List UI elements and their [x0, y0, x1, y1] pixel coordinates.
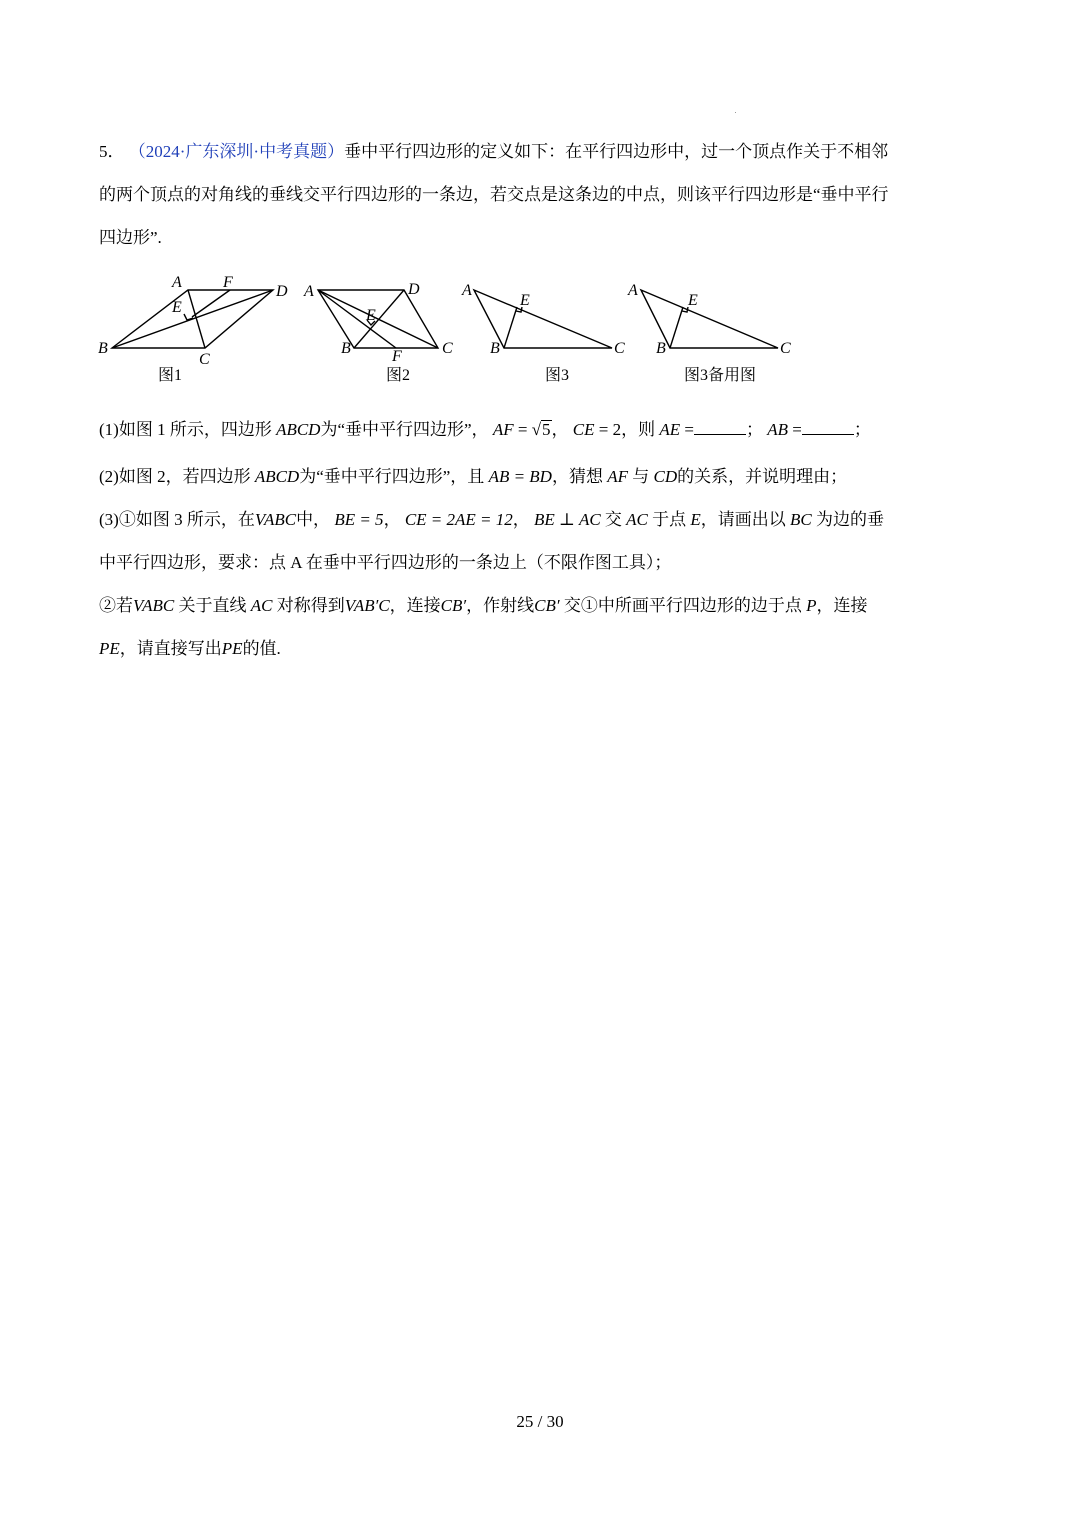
fig1-caption: 图1 [158, 367, 183, 384]
q3-text-b: 中， [296, 510, 331, 529]
q1-ce: CE [572, 420, 595, 439]
fig2-caption: 图2 [386, 367, 411, 384]
fig1-label-e: E [172, 299, 182, 316]
q3b-pe: PE [99, 639, 120, 658]
fig2-label-a: A [304, 283, 314, 300]
question-3-line-2 [99, 552, 671, 574]
fig1-diagonal-bd [112, 290, 273, 348]
question-2 [99, 466, 847, 488]
q2-cd: CD [653, 467, 678, 486]
q3b-pe-value: PE [221, 639, 243, 658]
q3b-text-c: 对称得到 [276, 596, 345, 615]
q2-af: AF [607, 467, 628, 486]
q3b-text-d: ，连接 [389, 596, 441, 615]
question-1: (1)如图 1 所示，四边形 ABCD为“垂中平行四边形”， AF = √5， CE = 2，则 AE = ； AB = ； [99, 420, 871, 439]
fig4-label-b: B [656, 340, 666, 357]
intro-text-1: 垂中平行四边形的定义如下：在平行四边形中，过一个顶点作关于不相邻 [344, 142, 889, 161]
q3-ac: AC [626, 510, 648, 529]
fig2-diagonal-bd [354, 290, 404, 348]
q3b-triangle: VABC [133, 596, 175, 615]
fig1-label-b: B [98, 340, 108, 357]
q2-ab-bd: AB = BD [488, 467, 552, 486]
fig3-caption: 图3 [545, 367, 570, 384]
q2-text-d: 与 [632, 467, 650, 486]
intro-text-2: 的两个顶点的对角线的垂线交平行四边形的一条边，若交点是这条边的中点，则该平行四边形是“垂中平行 [99, 185, 889, 204]
fig4-caption: 图3备用图 [684, 367, 757, 384]
q3-text-f: 于点 [652, 510, 687, 529]
q1-af: AF [492, 420, 514, 439]
q3-point-e: E [690, 510, 701, 529]
q1-text-f: ； [853, 420, 871, 439]
fig2-label-f: F [392, 348, 402, 365]
fig4-label-a: A [628, 282, 638, 299]
fig3-label-c: C [614, 340, 625, 357]
problem-intro-line-1 [99, 141, 888, 163]
problem-number: 5． [99, 142, 125, 161]
q3-perp: BE ⊥ AC [534, 510, 601, 529]
question-3-line-1 [99, 509, 884, 531]
q1-sqrt-value: 5 [542, 420, 551, 439]
q3b-triangle-reflected: VAB′C [344, 596, 390, 615]
q1-text-c: ， [551, 420, 569, 439]
q3b-point-p: P [806, 596, 817, 615]
fig4-label-e: E [688, 292, 698, 309]
figures-row [90, 268, 810, 393]
figure-2 [318, 290, 438, 348]
intro-text-3: 四边形”. [99, 228, 162, 247]
q1-abcd: ABCD [276, 420, 321, 439]
fig4-line-be [670, 307, 683, 348]
fig3-label-a: A [462, 282, 472, 299]
figures-svg [90, 268, 810, 393]
q3b-cb: CB′ [440, 596, 467, 615]
figure-4-labels [627, 282, 791, 384]
q3b-text-g: ，连接 [816, 596, 868, 615]
question-3b-line-2 [99, 638, 281, 660]
q3b-text-f: 交①中所画平行四边形的边于点 [563, 596, 802, 615]
q1-blank-ae[interactable] [694, 418, 746, 435]
q3-text-g: ，请画出以 [700, 510, 786, 529]
figure-3-labels [461, 282, 625, 384]
q3-triangle: VABC [254, 510, 297, 529]
question-3b-line-1 [99, 595, 867, 617]
q3-ce: CE = 2AE = 12 [404, 510, 513, 529]
q3b-text-e: ，作射线 [466, 596, 535, 615]
figure-2-labels [303, 281, 453, 384]
q3-text-d: ， [512, 510, 530, 529]
fig2-line-af [318, 290, 396, 348]
q3-text-h: 为边的垂 [816, 510, 885, 529]
fig1-right-angle [184, 314, 193, 320]
fig1-label-d: D [276, 283, 288, 300]
q3b-cb-ray: CB′ [534, 596, 560, 615]
q3-text-a: (3)①如图 3 所示，在 [99, 510, 255, 529]
q1-text-a: (1)如图 1 所示，四边形 [99, 420, 272, 439]
q1-eq: = [513, 420, 532, 439]
fig2-label-b: B [341, 340, 351, 357]
q3b-text-h: ，请直接写出 [119, 639, 222, 658]
q1-ab: AB [767, 420, 789, 439]
q2-text-e: 的关系，并说明理由； [677, 467, 848, 486]
fig3-line-be [504, 307, 517, 348]
q1-blank-ab[interactable] [802, 418, 854, 435]
fig4-label-c: C [780, 340, 791, 357]
q3-text-c: ， [383, 510, 401, 529]
q3-line2: 中平行四边形，要求：点 A 在垂中平行四边形的一条边上（不限作图工具）； [99, 553, 672, 572]
problem-intro-line-2 [99, 184, 889, 206]
q1-ae: AE [659, 420, 681, 439]
fig3-label-b: B [490, 340, 500, 357]
q1-text-d: ，则 [621, 420, 656, 439]
q3b-text-b: 关于直线 [178, 596, 247, 615]
q3b-text-a: ②若 [99, 596, 133, 615]
q3-text-e: 交 [604, 510, 622, 529]
problem-source[interactable]: （2024·广东深圳·中考真题） [128, 142, 345, 161]
page-number: 25 / 30 [516, 1412, 564, 1431]
fig1-label-f: F [223, 274, 233, 291]
q1-ce-value: = 2 [594, 420, 622, 439]
q2-text-a: (2)如图 2，若四边形 [99, 467, 251, 486]
q1-eq2: = [680, 420, 694, 439]
q1-text-b: 为“垂中平行四边形”， [320, 420, 489, 439]
fig2-label-e: E [366, 307, 376, 324]
fig3-label-e: E [520, 292, 530, 309]
q1-eq3: = [788, 420, 802, 439]
fig1-label-c: C [199, 351, 210, 368]
figure-1 [112, 290, 273, 348]
q3b-ac: AC [250, 596, 273, 615]
q2-text-c: ，猜想 [551, 467, 603, 486]
scan-artifact-dot [735, 112, 736, 113]
q1-text-e: ； [745, 420, 763, 439]
q2-abcd: ABCD [254, 467, 300, 486]
q3b-text-i: 的值. [242, 639, 281, 658]
fig2-label-c: C [442, 340, 453, 357]
fig1-label-a: A [172, 274, 182, 291]
q3-bc: BC [790, 510, 812, 529]
fig2-label-d: D [408, 281, 420, 298]
q2-text-b: 为“垂中平行四边形”，且 [299, 467, 485, 486]
q3-be: BE = 5 [334, 510, 384, 529]
problem-intro-line-3 [99, 227, 162, 249]
